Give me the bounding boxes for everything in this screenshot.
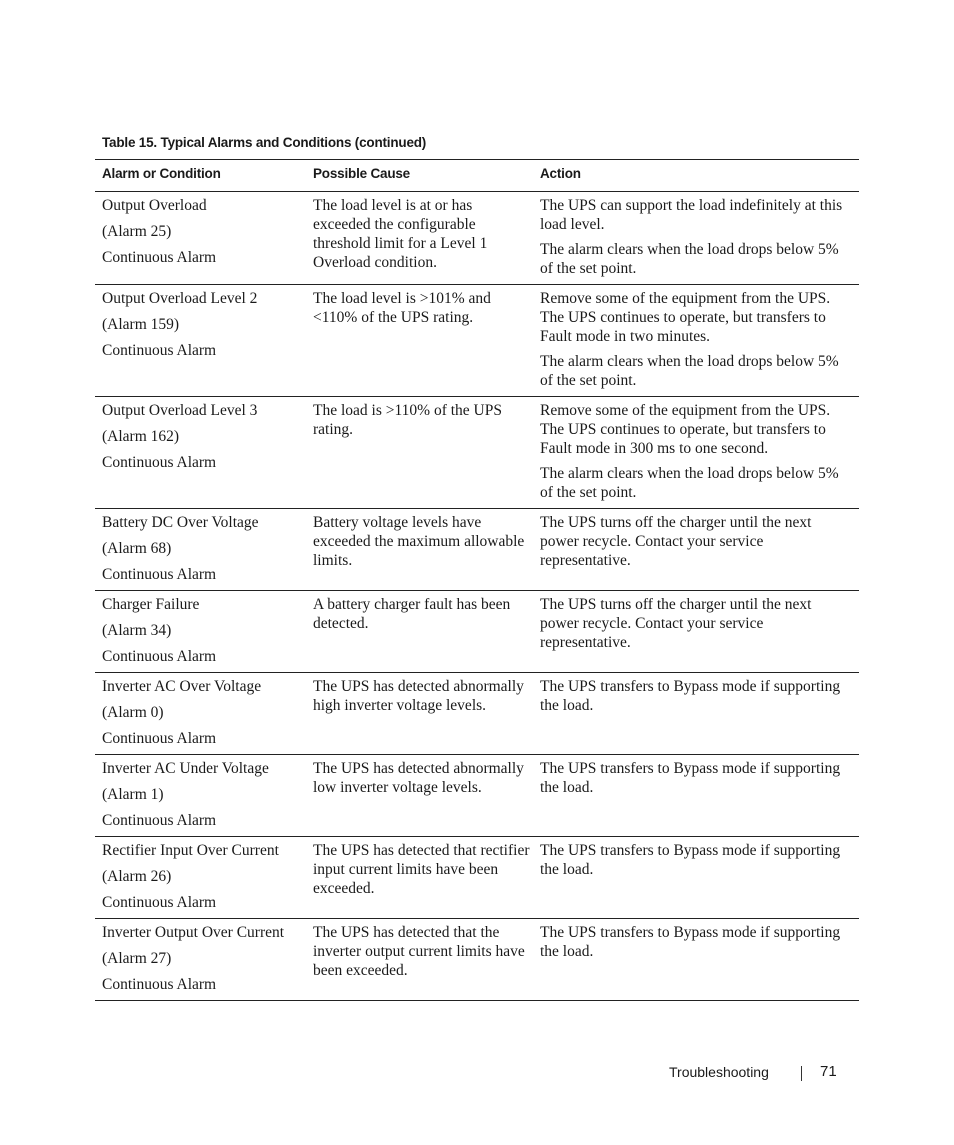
action-text: The UPS can support the load indefinitely at this load level. (540, 197, 843, 233)
alarm-code: (Alarm 27) (102, 950, 172, 967)
action-text: The UPS turns off the charger until the next power recycle. Contact your service representative. (540, 514, 812, 569)
action-text: The UPS transfers to Bypass mode if supporting the load. (540, 924, 841, 960)
cause-text: The UPS has detected that the inverter output current limits have been exceeded. (313, 924, 525, 979)
alarm-code: (Alarm 159) (102, 316, 180, 333)
alarm-code: (Alarm 1) (102, 786, 164, 803)
condition-cell (95, 837, 306, 918)
alarm-code: (Alarm 25) (102, 223, 172, 240)
header-alarm-or-condition: Alarm or Condition (102, 166, 221, 181)
alarm-code: (Alarm 162) (102, 428, 180, 445)
cause-text: Battery voltage levels have exceeded the maximum allowable limits. (313, 514, 525, 569)
cause-text: The UPS has detected that rectifier input current limits have been exceeded. (313, 842, 530, 897)
condition-cell (95, 591, 306, 672)
action-text: The alarm clears when the load drops below 5% of the set point. (540, 465, 839, 501)
alarm-type: Continuous Alarm (102, 894, 217, 911)
table-row (95, 591, 859, 673)
action-cell (534, 397, 859, 508)
table-row (95, 837, 859, 919)
footer-divider (801, 1066, 802, 1081)
action-text: The UPS transfers to Bypass mode if supporting the load. (540, 842, 841, 878)
table-caption: Table 15. Typical Alarms and Conditions (continued) (102, 135, 427, 150)
condition-name: Output Overload Level 3 (102, 402, 258, 419)
alarm-type: Continuous Alarm (102, 249, 217, 266)
cause-cell (306, 397, 534, 508)
condition-cell (95, 919, 306, 1000)
table-row (95, 192, 859, 285)
alarms-table (95, 159, 859, 1001)
action-cell (534, 591, 859, 672)
action-text: Remove some of the equipment from the UPS. The UPS continues to operate, but transfers to Fault mode in 300 ms to one second. (540, 402, 831, 457)
cause-text: The UPS has detected abnormally high inverter voltage levels. (313, 678, 524, 714)
table-row (95, 397, 859, 509)
alarm-type: Continuous Alarm (102, 812, 217, 829)
condition-name: Output Overload Level 2 (102, 290, 258, 307)
alarm-code: (Alarm 26) (102, 868, 172, 885)
condition-cell (95, 755, 306, 836)
cause-cell (306, 919, 534, 1000)
header-action: Action (540, 166, 581, 181)
cause-cell (306, 591, 534, 672)
table-row (95, 509, 859, 591)
alarm-code: (Alarm 68) (102, 540, 172, 557)
table-row (95, 755, 859, 837)
cause-text: The UPS has detected abnormally low inverter voltage levels. (313, 760, 524, 796)
condition-name: Inverter AC Under Voltage (102, 760, 269, 777)
condition-name: Charger Failure (102, 596, 200, 613)
cause-cell (306, 285, 534, 396)
condition-name: Inverter Output Over Current (102, 924, 285, 941)
cause-text: The load level is >101% and <110% of the UPS rating. (313, 290, 491, 326)
table-row (95, 919, 859, 1000)
table-row (95, 285, 859, 397)
alarm-code: (Alarm 0) (102, 704, 164, 721)
alarm-type: Continuous Alarm (102, 566, 217, 583)
condition-name: Rectifier Input Over Current (102, 842, 279, 859)
action-cell (534, 919, 859, 1000)
cause-text: A battery charger fault has been detected. (313, 596, 511, 632)
action-cell (534, 285, 859, 396)
condition-name: Output Overload (102, 197, 207, 214)
condition-name: Battery DC Over Voltage (102, 514, 259, 531)
alarm-type: Continuous Alarm (102, 648, 217, 665)
footer-section-title: Troubleshooting (669, 1064, 769, 1080)
table-row (95, 673, 859, 755)
alarm-type: Continuous Alarm (102, 454, 217, 471)
condition-name: Inverter AC Over Voltage (102, 678, 262, 695)
action-cell (534, 509, 859, 590)
table-header-row (95, 160, 859, 192)
action-cell (534, 192, 859, 284)
cause-text: The load level is at or has exceeded the configurable threshold limit for a Level 1 Overload condition. (313, 197, 488, 271)
alarm-type: Continuous Alarm (102, 342, 217, 359)
condition-cell (95, 673, 306, 754)
condition-cell (95, 397, 306, 508)
condition-cell (95, 509, 306, 590)
cause-cell (306, 192, 534, 284)
header-possible-cause: Possible Cause (313, 166, 410, 181)
cause-cell (306, 673, 534, 754)
action-text: The alarm clears when the load drops below 5% of the set point. (540, 353, 839, 389)
page-number: 71 (820, 1063, 837, 1080)
action-cell (534, 673, 859, 754)
cause-cell (306, 755, 534, 836)
alarm-type: Continuous Alarm (102, 730, 217, 747)
cause-cell (306, 837, 534, 918)
alarm-type: Continuous Alarm (102, 976, 217, 993)
action-text: Remove some of the equipment from the UPS. The UPS continues to operate, but transfers to Fault mode in two minutes. (540, 290, 831, 345)
condition-cell (95, 285, 306, 396)
action-text: The alarm clears when the load drops below 5% of the set point. (540, 241, 839, 277)
action-text: The UPS transfers to Bypass mode if supporting the load. (540, 678, 841, 714)
alarm-code: (Alarm 34) (102, 622, 172, 639)
condition-cell (95, 192, 306, 284)
action-text: The UPS transfers to Bypass mode if supporting the load. (540, 760, 841, 796)
cause-text: The load is >110% of the UPS rating. (313, 402, 502, 438)
action-cell (534, 837, 859, 918)
action-cell (534, 755, 859, 836)
cause-cell (306, 509, 534, 590)
action-text: The UPS turns off the charger until the next power recycle. Contact your service representative. (540, 596, 812, 651)
